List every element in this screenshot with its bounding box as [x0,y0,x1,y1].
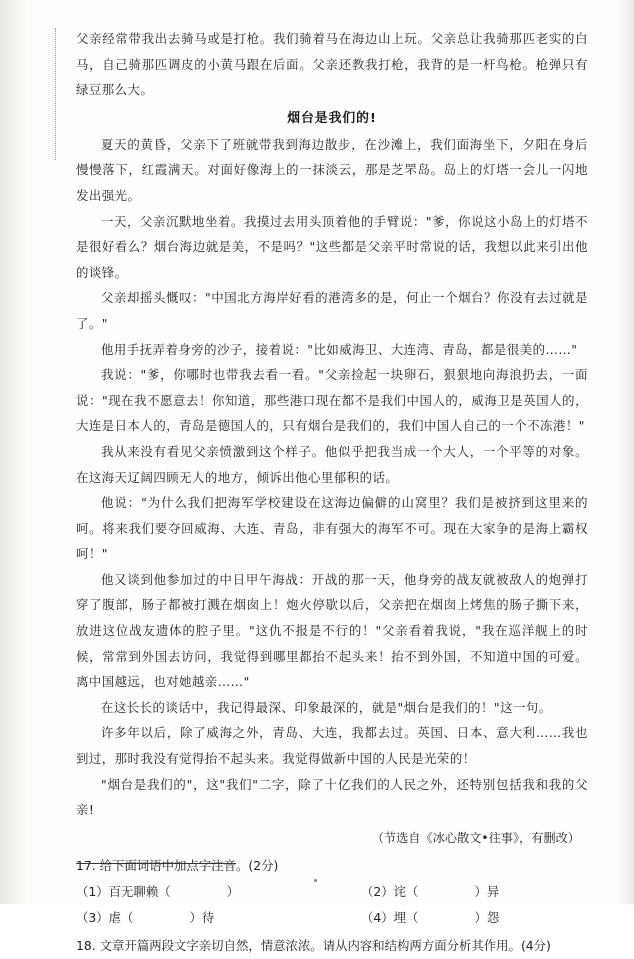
question-17-item-3-text: 虐（ [108,909,134,925]
question-17-item-1-close: ） [226,883,240,899]
question-17-number: 17. [76,857,96,873]
question-17-item-2-label: （2） [361,883,394,899]
question-17-row-1 [76,879,588,905]
question-18-number: 18. [76,937,96,953]
section-title: 烟台是我们的! [287,110,377,126]
question-17-item-1 [76,879,303,905]
paragraph-9: 在这长长的谈话中，我记得最深、印象最深的，就是"烟台是我们的！"这一句。 [101,699,552,715]
question-17-item-3-close: ）待 [189,909,215,925]
question-17-item-3 [76,905,303,931]
question-17-item-2-text: 诧（ [393,883,419,899]
question-17-row-2 [76,905,588,931]
paragraph-5: 我说："爹，你哪时也带我去看一看。"父亲捡起一块卵石，狠狠地向海浪扔去，一面说："现在我不愿意去！你知道，那些港口现在都不是我们中国人的，威海卫是英国人的，大连是日本人的，青岛是德国人的，只有烟台是我们的，我们中国人自己的一个不冻港！" [76,367,588,434]
question-17-item-1-label: （1） [76,883,109,899]
paragraph-6: 我从来没有看见父亲愤激到这个样子。他似乎把我当成一个大人，一个平等的对象。在这海天辽阔四顾无人的地方，倾诉出他心里郁积的话。 [76,443,588,485]
question-17-item-4 [303,905,588,931]
paragraph-10: 许多年以后，除了威海之外，青岛、大连，我都去过。英国、日本、意大利……我也到过，那时我没有觉得抬不起头来。我觉得做新中国的人民是光荣的！ [76,725,588,767]
question-17-stem: 给下面词语中加点字注音。(2分) [99,857,279,873]
paragraph-opening: 父亲经常带我出去骑马或是打枪。我们骑着马在海边山上玩。父亲总让我骑那匹老实的白马，自己骑那匹调皮的小黄马跟在后面。父亲还教我打枪，我背的是一杆鸟枪。枪弹只有绿豆那么大。 [76,31,588,98]
question-17-item-4-close: ）怨 [474,909,500,925]
paragraph-3: 父亲却摇头慨叹："中国北方海岸好看的港湾多的是，何止一个烟台？你没有去过就是了。" [76,290,588,331]
question-17 [76,853,588,931]
paragraph-1: 夏天的黄昏，父亲下了班就带我到海边散步，在沙滩上，我们面海坐下，夕阳在身后慢慢落下，红霞满天。对面好像海上的一抹淡云，那是芝罘岛。岛上的灯塔一会儿一闪地发出强光。 [76,136,588,203]
question-17-item-2 [303,879,588,905]
paragraph-7: 他说："为什么我们把海军学校建设在这海边偏僻的山窝里？我们是被挤到这里来的呵。将来我们要夺回威海、大连、青岛，非有强大的海军不可。现在大家争的是海上霸权呵！" [76,495,588,562]
question-18 [76,933,588,959]
question-17-item-3-label: （3） [76,909,109,925]
paragraph-8: 他又谈到他参加过的中日甲午海战：开战的那一天，他身旁的战友就被敌人的炮弹打穿了腹部，肠子都被打溅在烟囱上！炮火停歇以后，父亲把在烟囱上烤焦的肠子撕下来，放进这位战友遗体的腔子里。"这仇不报是不行的！"父亲看着我说，"我在巡洋舰上的时候，常常到外国去访问，我觉得到哪里都抬不起头来！抬不到外国，不知道中国的可爱。离中国越远，也对她越亲……" [76,571,588,690]
paragraph-11: "烟台是我们的"，这"我们"二字，除了十亿我们的人民之外，还特别包括我和我的父亲! [76,776,588,818]
question-17-item-2-close: ）异 [474,883,500,899]
paragraph-2: 一天，父亲沉默地坐着。我摸过去用头顶着他的手臂说："爹，你说这小岛上的灯塔不是很好看么？烟台海边就是美，不是吗？"这些都是父亲平时常说的话，我想以此来引出他的谈锋。 [76,213,588,280]
question-18-stem: 文章开篇两段文字亲切自然，情意浓浓。请从内容和结构两方面分析其作用。(4分) [99,937,551,953]
question-17-item-4-text: 埋（ [393,909,419,925]
paragraph-4: 他用手抚弄着身旁的沙子，接着说："比如威海卫、大连湾、青岛，都是很美的……" [101,341,578,357]
source-attribution: （节选自《冰心散文•往事》，有删改） [371,830,580,845]
question-17-item-1-text: 百无聊赖（ [108,883,171,899]
question-17-item-4-label: （4） [361,909,394,925]
